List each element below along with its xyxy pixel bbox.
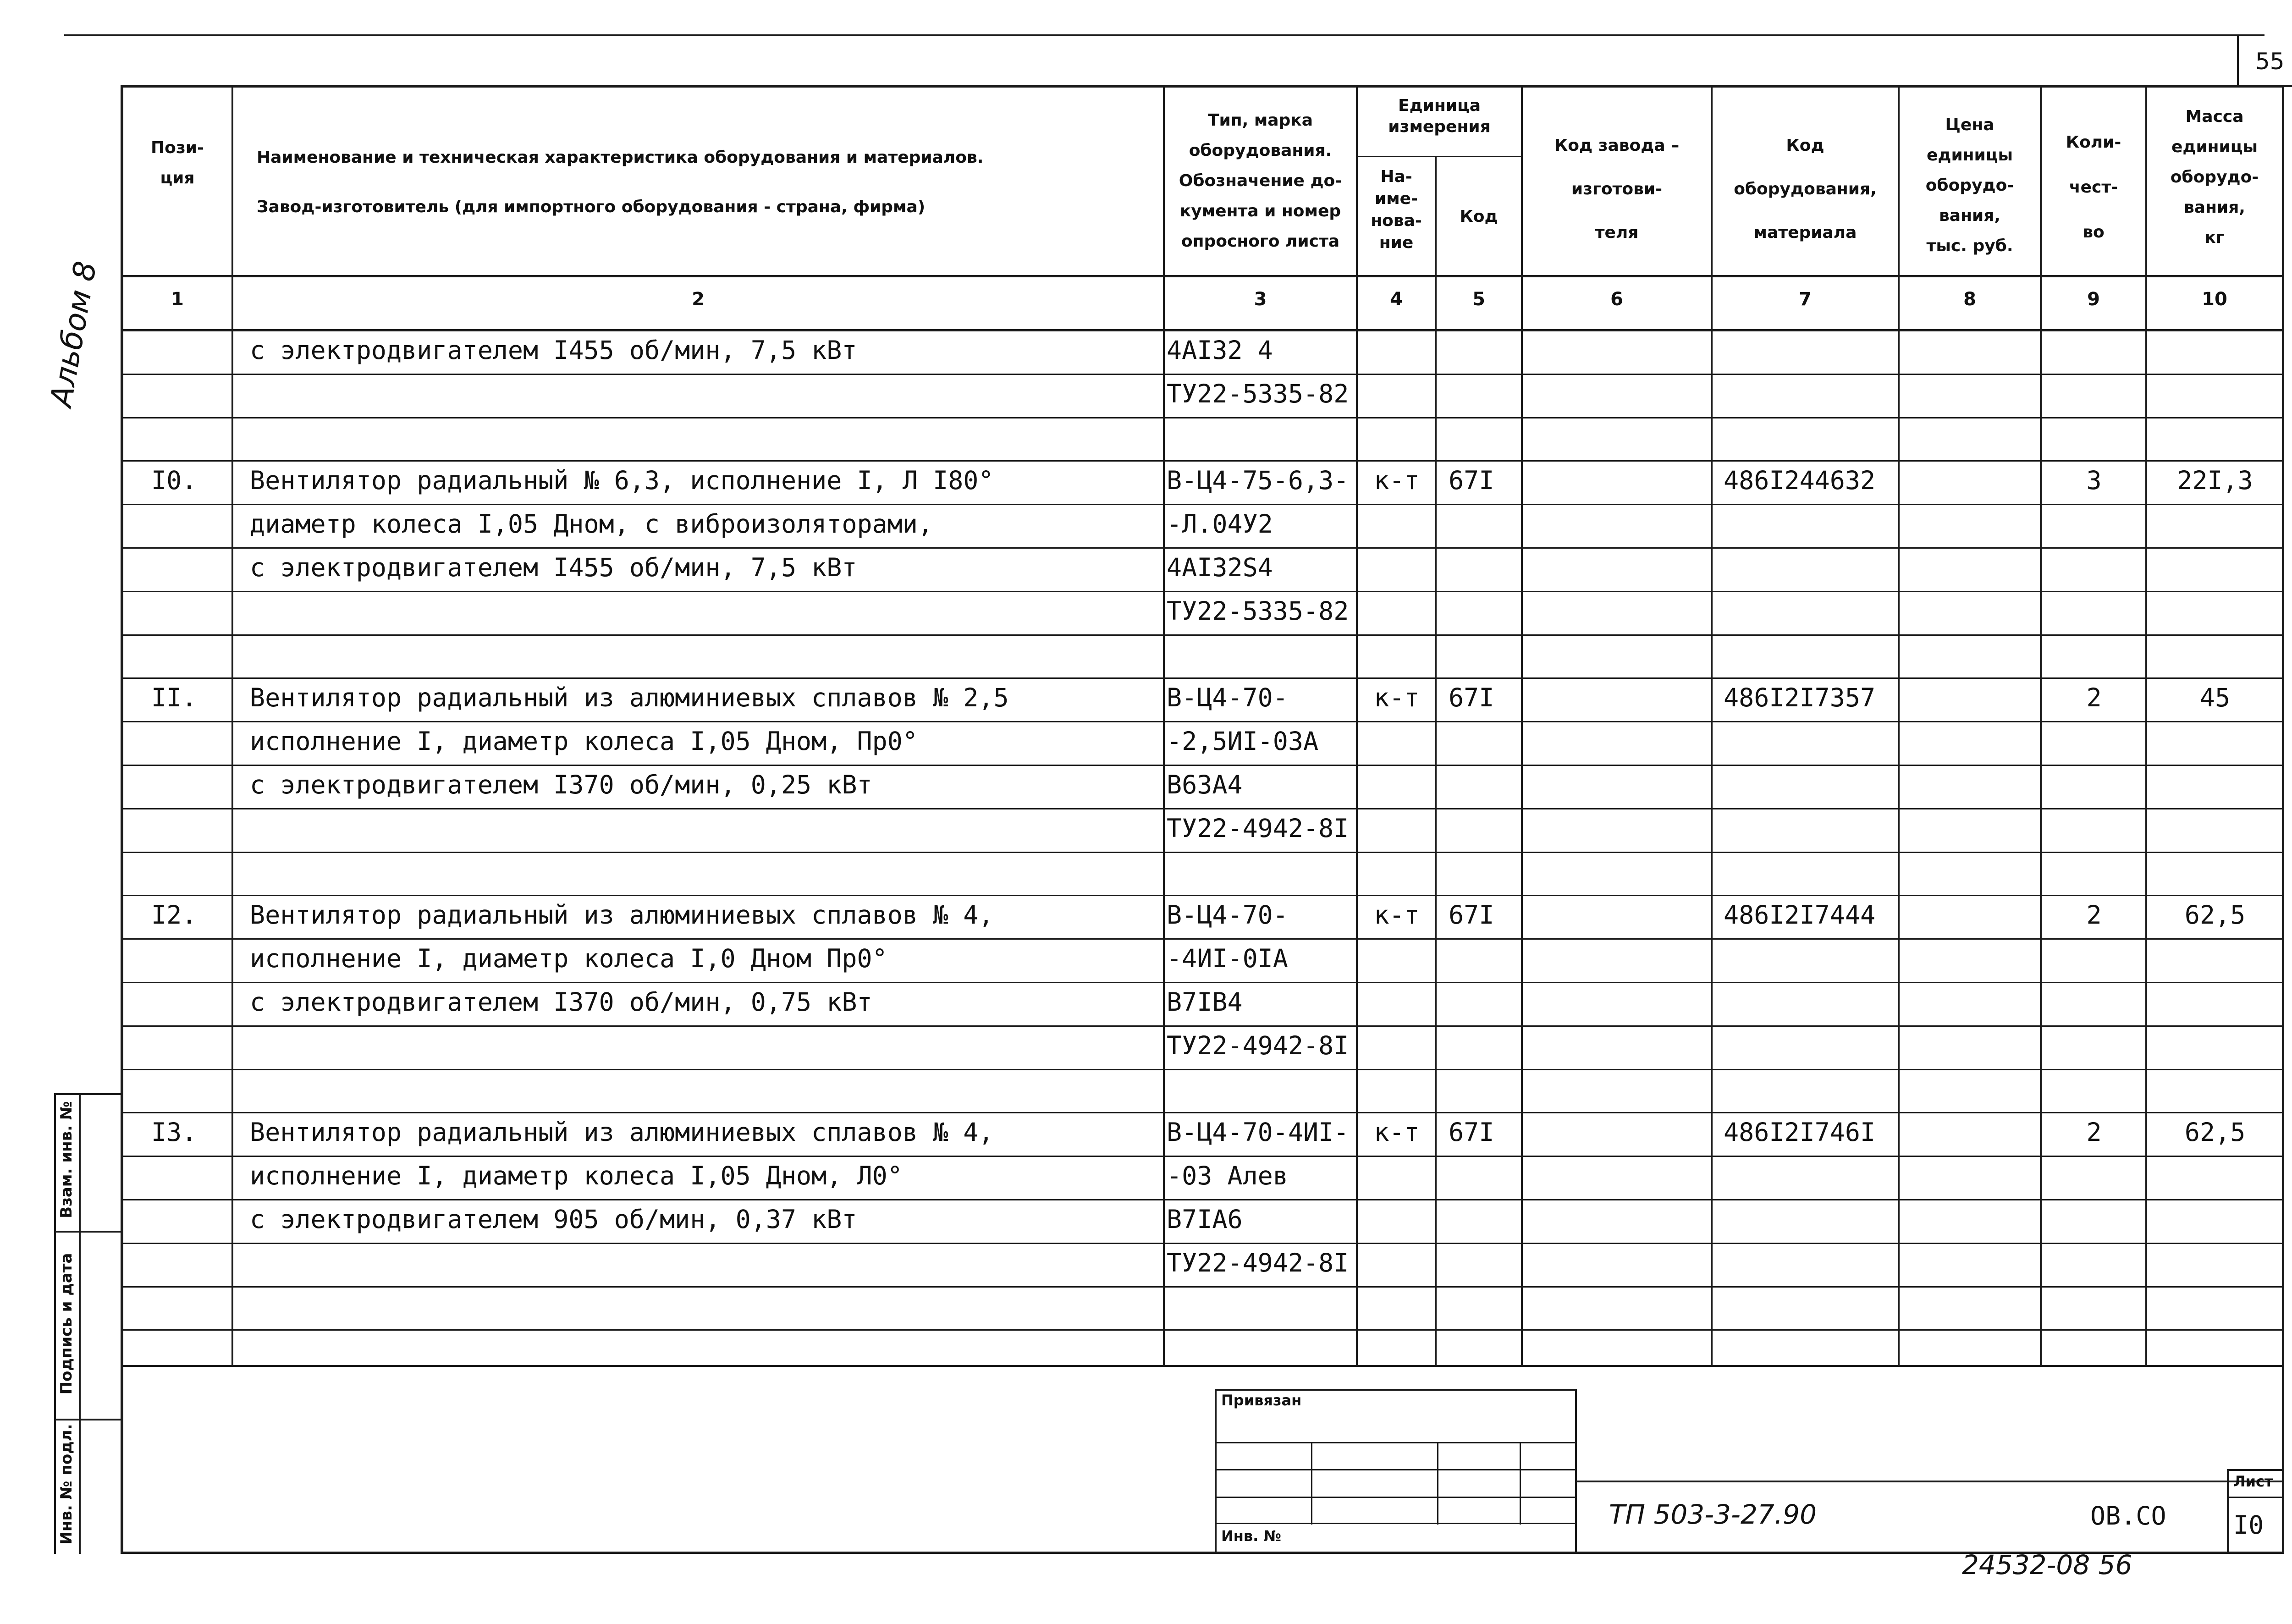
col-line-7 <box>1898 85 1900 1366</box>
header-col4 <box>1358 166 1435 254</box>
cell-name: с электродвигателем I370 об/мин, 0,25 кВт <box>250 770 872 799</box>
header-col5: Код <box>1460 207 1498 226</box>
header-col2-line1: Наименование и техническая характеристика оборудования и материалов. <box>257 148 984 167</box>
linked-col-3 <box>1520 1442 1521 1525</box>
cell-type: -03 Алев <box>1167 1161 1288 1191</box>
col-line-9 <box>2145 85 2147 1366</box>
cell-code: 67I <box>1449 900 1494 930</box>
header-col3-line2: оборудования. <box>1189 141 1332 160</box>
header-col7 <box>1713 124 1898 254</box>
colnum-8: 8 <box>1963 289 1976 310</box>
colnum-9: 9 <box>2087 289 2100 310</box>
cell-type: 4АI32S4 <box>1167 553 1273 582</box>
cell-type: ТУ22-5335-82 <box>1167 596 1349 626</box>
frame-bottom <box>121 1552 2284 1554</box>
cell-type: ТУ22-4942-8I <box>1167 1248 1349 1277</box>
cell-qty: 2 <box>2086 683 2102 713</box>
footer-note: 24532-08 56 <box>1962 1549 2132 1580</box>
header-col2 <box>257 133 1155 232</box>
side-stamp-mid <box>79 1093 81 1554</box>
cell-equip-code: 486I2I7444 <box>1724 900 1876 930</box>
header-col9 <box>2042 120 2145 255</box>
header-col8-line3: оборудо- <box>1925 176 2014 195</box>
header-col8-line2: единицы <box>1926 146 2013 165</box>
side-inv-no-orig: Инв. № подл. <box>57 1424 76 1545</box>
header-col10-line4: вания, <box>2184 198 2245 217</box>
header-col6-line3: теля <box>1595 223 1639 242</box>
header-col3 <box>1165 105 1356 257</box>
cell-equip-code: 486I244632 <box>1724 466 1876 495</box>
row-separator <box>121 460 2284 462</box>
cell-unit: к-т <box>1374 900 1420 930</box>
cell-name: диаметр колеса I,05 Дном, с виброизоляторами, <box>250 509 933 539</box>
row-separator <box>121 591 2284 592</box>
cell-type: В-Ц4-70- <box>1167 683 1288 713</box>
cell-type: ТУ22-4942-8I <box>1167 1030 1349 1060</box>
row-separator <box>121 1025 2284 1027</box>
colnum-4: 4 <box>1390 289 1403 310</box>
header-col10-line5: кг <box>2204 228 2225 247</box>
header-col10-line2: единицы <box>2171 138 2258 156</box>
header-col6-line2: изготови- <box>1571 180 1663 198</box>
header-col3-line4: кумента и номер <box>1179 202 1341 220</box>
header-unit-group <box>1358 95 1521 138</box>
unit-group-rule <box>1356 156 1521 157</box>
header-col4-line4: ние <box>1379 233 1414 252</box>
linked-row-4 <box>1215 1523 1577 1524</box>
colnum-6: 6 <box>1610 289 1623 310</box>
top-rule <box>64 34 2264 36</box>
header-col4-line1: На- <box>1380 167 1412 186</box>
cell-pos: I3. <box>151 1118 197 1147</box>
colnum-10: 10 <box>2202 289 2227 310</box>
row-separator <box>121 417 2284 418</box>
linked-col-1 <box>1311 1442 1312 1525</box>
header-col10 <box>2147 102 2282 253</box>
cell-pos: II. <box>151 683 197 713</box>
header-col2-line2: Завод-изготовитель (для импортного оборудования - страна, фирма) <box>257 198 926 216</box>
cell-qty: 3 <box>2086 466 2102 495</box>
sheet-box-mid <box>2227 1497 2284 1498</box>
row-separator <box>121 634 2284 636</box>
row-separator <box>121 1286 2284 1288</box>
header-col4-line2: име- <box>1374 189 1418 208</box>
row-separator <box>121 721 2284 722</box>
linked-row-3 <box>1215 1497 1577 1498</box>
cell-code: 67I <box>1449 466 1494 495</box>
album-note: Альбом 8 <box>43 259 104 409</box>
row-separator <box>121 1156 2284 1157</box>
colnum-2: 2 <box>692 289 705 310</box>
colnum-7: 7 <box>1799 289 1812 310</box>
row-separator <box>121 808 2284 809</box>
header-col4-line3: нова- <box>1371 211 1422 230</box>
header-col9-line2: чест- <box>2069 178 2118 197</box>
cell-name: исполнение I, диаметр колеса I,05 Дном, Л0° <box>250 1161 903 1191</box>
frame-right <box>2282 85 2284 1554</box>
col-line-5 <box>1521 85 1523 1366</box>
header-col1-line2: ция <box>160 169 195 187</box>
colnum-1: 1 <box>171 289 184 310</box>
header-col8 <box>1900 110 2040 261</box>
row-separator <box>121 765 2284 766</box>
doc-suffix: ОВ.СО <box>2090 1501 2166 1530</box>
header-col3-line1: Тип, марка <box>1207 111 1313 130</box>
row-separator <box>121 547 2284 549</box>
row-separator <box>121 895 2284 896</box>
header-col3-line3: Обозначение до- <box>1179 171 1342 190</box>
linked-row-1 <box>1215 1442 1577 1443</box>
header-col3-line5: опросного листа <box>1181 232 1340 251</box>
header-col8-line1: Цена <box>1945 116 1994 134</box>
side-replaces-inv: Взам. инв. № <box>57 1101 76 1218</box>
cell-code: 67I <box>1449 683 1494 713</box>
row-separator <box>121 852 2284 853</box>
cell-type: В-Ц4-75-6,3- <box>1167 466 1349 495</box>
sheet-number: I0 <box>2233 1510 2264 1540</box>
row-separator <box>121 1243 2284 1244</box>
page-box-left <box>2237 34 2239 87</box>
cell-name: исполнение I, диаметр колеса I,0 Дном Пр0° <box>250 944 887 974</box>
table-bottom-rule <box>121 1365 2284 1367</box>
header-col10-line1: Масса <box>2185 107 2244 126</box>
cell-name: с электродвигателем I455 об/мин, 7,5 кВт <box>250 336 857 365</box>
cell-qty: 2 <box>2086 1118 2102 1147</box>
header-col6 <box>1523 124 1711 254</box>
cell-type: В-Ц4-70-4ИI- <box>1167 1118 1349 1147</box>
col-line-6 <box>1711 85 1713 1366</box>
header-col1-line1: Пози- <box>151 138 204 157</box>
header-bottom-rule <box>121 275 2284 277</box>
row-separator <box>121 504 2284 505</box>
side-signature-date: Подпись и дата <box>57 1253 76 1395</box>
cell-type: В63А4 <box>1167 770 1243 799</box>
side-stamp-div1 <box>54 1231 123 1233</box>
row-separator <box>121 982 2284 983</box>
cell-name: Вентилятор радиальный № 6,3, исполнение I, Л I80° <box>250 466 994 495</box>
frame-top <box>121 85 2284 88</box>
cell-type: В7IА6 <box>1167 1205 1243 1234</box>
page-number: 55 <box>2255 48 2285 75</box>
header-col10-line3: оборудо- <box>2170 168 2259 187</box>
colnum-bottom-rule <box>121 329 2284 331</box>
cell-mass: 22I,3 <box>2177 466 2253 495</box>
col-line-1 <box>231 85 233 1366</box>
cell-type: -Л.04У2 <box>1167 509 1273 539</box>
doc-code: ТП 503-3-27.90 <box>1609 1499 1817 1530</box>
col-line-2 <box>1163 85 1165 1366</box>
cell-name: исполнение I, диаметр колеса I,05 Дном, Пр0° <box>250 727 918 756</box>
linked-box-right <box>1575 1389 1577 1553</box>
sheet-box-top <box>2227 1469 2284 1471</box>
cell-type: В7IВ4 <box>1167 987 1243 1017</box>
cell-type: -2,5ИI-03А <box>1167 727 1319 756</box>
cell-type: ТУ22-4942-8I <box>1167 813 1349 843</box>
header-unit-line1: Единица <box>1398 96 1481 115</box>
doc-block-top <box>1577 1481 2284 1482</box>
cell-pos: I0. <box>151 466 197 495</box>
cell-type: ТУ22-5335-82 <box>1167 379 1349 408</box>
cell-type: В-Ц4-70- <box>1167 900 1288 930</box>
row-separator <box>121 938 2284 940</box>
colnum-5: 5 <box>1472 289 1485 310</box>
header-col9-line1: Коли- <box>2066 133 2121 152</box>
row-separator <box>121 1069 2284 1070</box>
cell-qty: 2 <box>2086 900 2102 930</box>
inv-no-label: Инв. № <box>1221 1527 1281 1545</box>
sheet-box-left <box>2227 1469 2229 1554</box>
cell-code: 67I <box>1449 1118 1494 1147</box>
cell-equip-code: 486I2I7357 <box>1724 683 1876 713</box>
side-stamp-left <box>54 1093 56 1554</box>
cell-name: Вентилятор радиальный из алюминиевых сплавов № 2,5 <box>250 683 1009 713</box>
row-separator <box>121 1329 2284 1331</box>
linked-row-2 <box>1215 1469 1577 1470</box>
cell-pos: I2. <box>151 900 197 930</box>
header-col8-line5: тыс. руб. <box>1926 237 2013 255</box>
colnum-3: 3 <box>1254 289 1267 310</box>
header-col8-line4: вания, <box>1939 206 2000 225</box>
col-line-4 <box>1435 156 1437 1366</box>
header-col7-line3: материала <box>1753 223 1857 242</box>
linked-col-2 <box>1437 1442 1438 1525</box>
header-col6-line1: Код завода – <box>1554 136 1680 155</box>
cell-type: 4АI32 4 <box>1167 336 1273 365</box>
header-unit-line2: измерения <box>1388 117 1491 136</box>
header-col7-line2: оборудования, <box>1734 180 1877 198</box>
cell-name: Вентилятор радиальный из алюминиевых сплавов № 4, <box>250 900 994 930</box>
row-separator <box>121 677 2284 679</box>
cell-type: -4ИI-0IА <box>1167 944 1288 974</box>
linked-label: Привязан <box>1221 1392 1302 1409</box>
cell-mass: 62,5 <box>2184 1118 2246 1147</box>
cell-name: с электродвигателем I370 об/мин, 0,75 кВт <box>250 987 872 1017</box>
col-line-8 <box>2040 85 2042 1366</box>
col-line-3 <box>1356 85 1358 1366</box>
cell-unit: к-т <box>1374 683 1420 713</box>
cell-mass: 45 <box>2199 683 2231 713</box>
cell-unit: к-т <box>1374 466 1420 495</box>
row-separator <box>121 1112 2284 1113</box>
linked-box-left <box>1215 1389 1217 1553</box>
row-separator <box>121 374 2284 375</box>
cell-unit: к-т <box>1374 1118 1420 1147</box>
cell-name: Вентилятор радиальный из алюминиевых сплавов № 4, <box>250 1118 994 1147</box>
linked-box-top <box>1215 1389 1577 1391</box>
cell-mass: 62,5 <box>2184 900 2246 930</box>
header-col7-line1: Код <box>1786 136 1824 155</box>
header-col9-line3: во <box>2083 223 2105 242</box>
cell-name: с электродвигателем I455 об/мин, 7,5 кВт <box>250 553 857 582</box>
cell-name: с электродвигателем 905 об/мин, 0,37 кВт <box>250 1205 857 1234</box>
row-separator <box>121 1199 2284 1200</box>
cell-equip-code: 486I2I746I <box>1724 1118 1876 1147</box>
header-col1 <box>123 133 231 193</box>
sheet-label: Лист <box>2233 1473 2273 1490</box>
